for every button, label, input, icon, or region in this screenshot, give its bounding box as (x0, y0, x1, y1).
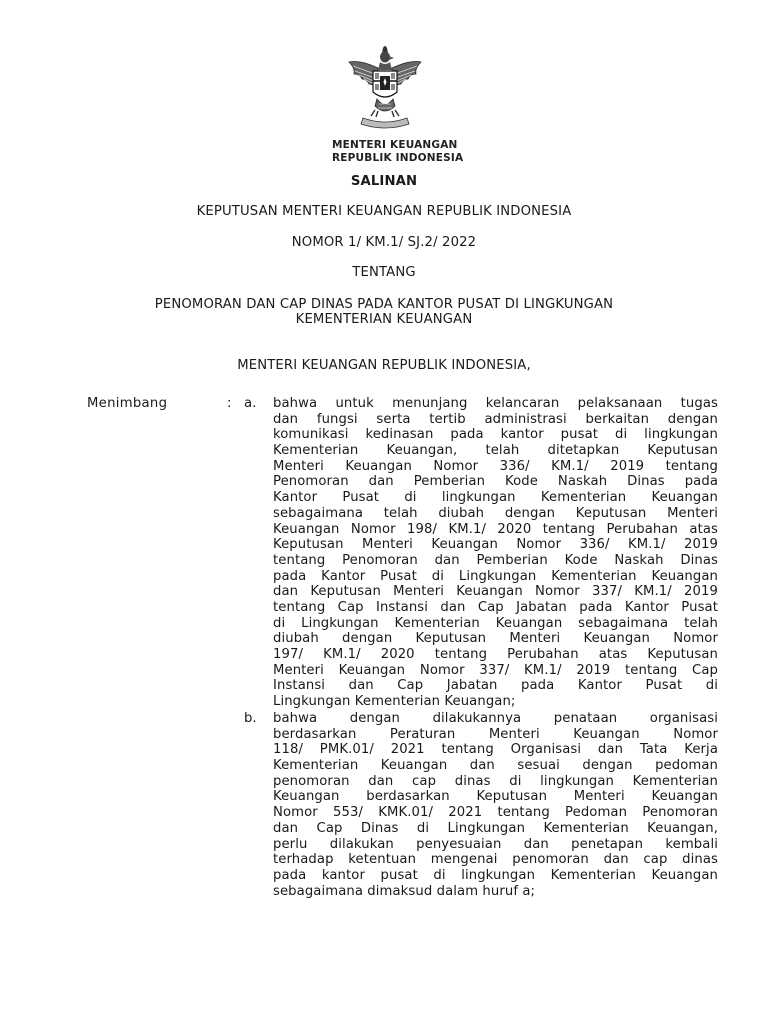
paragraph-line: Keputusan Menteri Keuangan Nomor 336/ KM.1/ 2019 (273, 537, 718, 553)
paragraph-line: Keuangan Nomor 198/ KM.1/ 2020 tentang Perubahan atas (273, 521, 718, 537)
paragraph-line: sebagaimana dimaksud dalam huruf a; (273, 883, 536, 899)
paragraph-line: Menteri Keuangan Nomor 337/ KM.1/ 2019 tentang Cap (273, 662, 718, 678)
issuer-line-1: MENTERI KEUANGAN (332, 139, 458, 151)
paragraph-line: di Lingkungan Kementerian Keuangan sebagaimana telah (273, 615, 718, 631)
item-a-marker: a. (244, 396, 257, 411)
salinan-label: SALINAN (350, 174, 418, 189)
subject-line-2: KEMENTERIAN KEUANGAN (295, 312, 473, 327)
paragraph-line: Menteri Keuangan Nomor 336/ KM.1/ 2019 tentang (273, 458, 718, 474)
paragraph-line: berdasarkan Peraturan Menteri Keuangan Nomor (273, 726, 718, 742)
tentang-label: TENTANG (352, 265, 416, 280)
decree-title: KEPUTUSAN MENTERI KEUANGAN REPUBLIK INDONESIA (196, 204, 572, 219)
menimbang-colon: : (227, 396, 232, 411)
paragraph-line: pada Kantor Pusat di Lingkungan Kementerian Keuangan (273, 568, 718, 584)
paragraph-line: Penomoran dan Pemberian Kode Naskah Dinas pada (273, 474, 718, 490)
paragraph-line: tentang Penomoran dan Pemberian Kode Naskah Dinas (273, 552, 718, 568)
paragraph-line: 118/ PMK.01/ 2021 tentang Organisasi dan Tata Kerja (273, 742, 718, 758)
paragraph-line: tentang Cap Instansi dan Cap Jabatan pada Kantor Pusat (273, 599, 718, 615)
paragraph-line: sebagaimana telah diubah dengan Keputusan Menteri (273, 505, 718, 521)
paragraph-line: Kantor Pusat di lingkungan Kementerian Keuangan (273, 490, 718, 506)
paragraph-line: dan Cap Dinas di Lingkungan Kementerian Keuangan, (273, 820, 718, 836)
paragraph-line: Kementerian Keuangan, telah ditetapkan Keputusan (273, 443, 718, 459)
consideration-item-b (273, 711, 718, 899)
issuer-line-2: REPUBLIK INDONESIA (332, 151, 464, 164)
issuer-block (332, 139, 463, 164)
subject-line-1: PENOMORAN DAN CAP DINAS PADA KANTOR PUSAT DI LINGKUNGAN (154, 297, 614, 312)
decree-number: NOMOR 1/ KM.1/ SJ.2/ 2022 (291, 235, 477, 250)
garuda-pancasila-emblem-icon (345, 44, 425, 132)
paragraph-line: Kementerian Keuangan dan sesuai dengan pedoman (273, 758, 718, 774)
paragraph-line: dan fungsi serta tertib administrasi berkaitan dengan (273, 411, 718, 427)
paragraph-line: bahwa dengan dilakukannya penataan organisasi (273, 711, 718, 726)
paragraph-line: bahwa untuk menunjang kelancaran pelaksanaan tugas (273, 396, 718, 411)
item-b-marker: b. (244, 711, 257, 726)
paragraph-line: Lingkungan Kementerian Keuangan; (273, 694, 516, 710)
paragraph-line: 197/ KM.1/ 2020 tentang Perubahan atas Keputusan (273, 647, 718, 662)
paragraph-line: terhadap ketentuan mengenai penomoran dan cap dinas (273, 852, 718, 868)
consideration-item-a (273, 396, 718, 710)
decree-subject (0, 297, 768, 327)
paragraph-line: dan Keputusan Menteri Keuangan Nomor 337/ KM.1/ 2019 (273, 584, 718, 600)
menimbang-label: Menimbang (87, 396, 168, 411)
paragraph-line: komunikasi kedinasan pada kantor pusat di lingkungan (273, 427, 718, 443)
paragraph-line: diubah dengan Keputusan Menteri Keuangan Nomor (273, 631, 718, 647)
paragraph-line: Keuangan berdasarkan Keputusan Menteri Keuangan (273, 789, 718, 805)
authority-line: MENTERI KEUANGAN REPUBLIK INDONESIA, (237, 358, 531, 373)
paragraph-line: perlu dilakukan penyesuaian dan penetapan kembali (273, 836, 718, 852)
paragraph-line: Nomor 553/ KMK.01/ 2021 tentang Pedoman Penomoran (273, 805, 718, 821)
paragraph-line: Instansi dan Cap Jabatan pada Kantor Pusat di (273, 678, 718, 694)
paragraph-line: penomoran dan cap dinas di lingkungan Kementerian (273, 773, 718, 789)
paragraph-line: pada kantor pusat di lingkungan Kementerian Keuangan (273, 867, 718, 883)
